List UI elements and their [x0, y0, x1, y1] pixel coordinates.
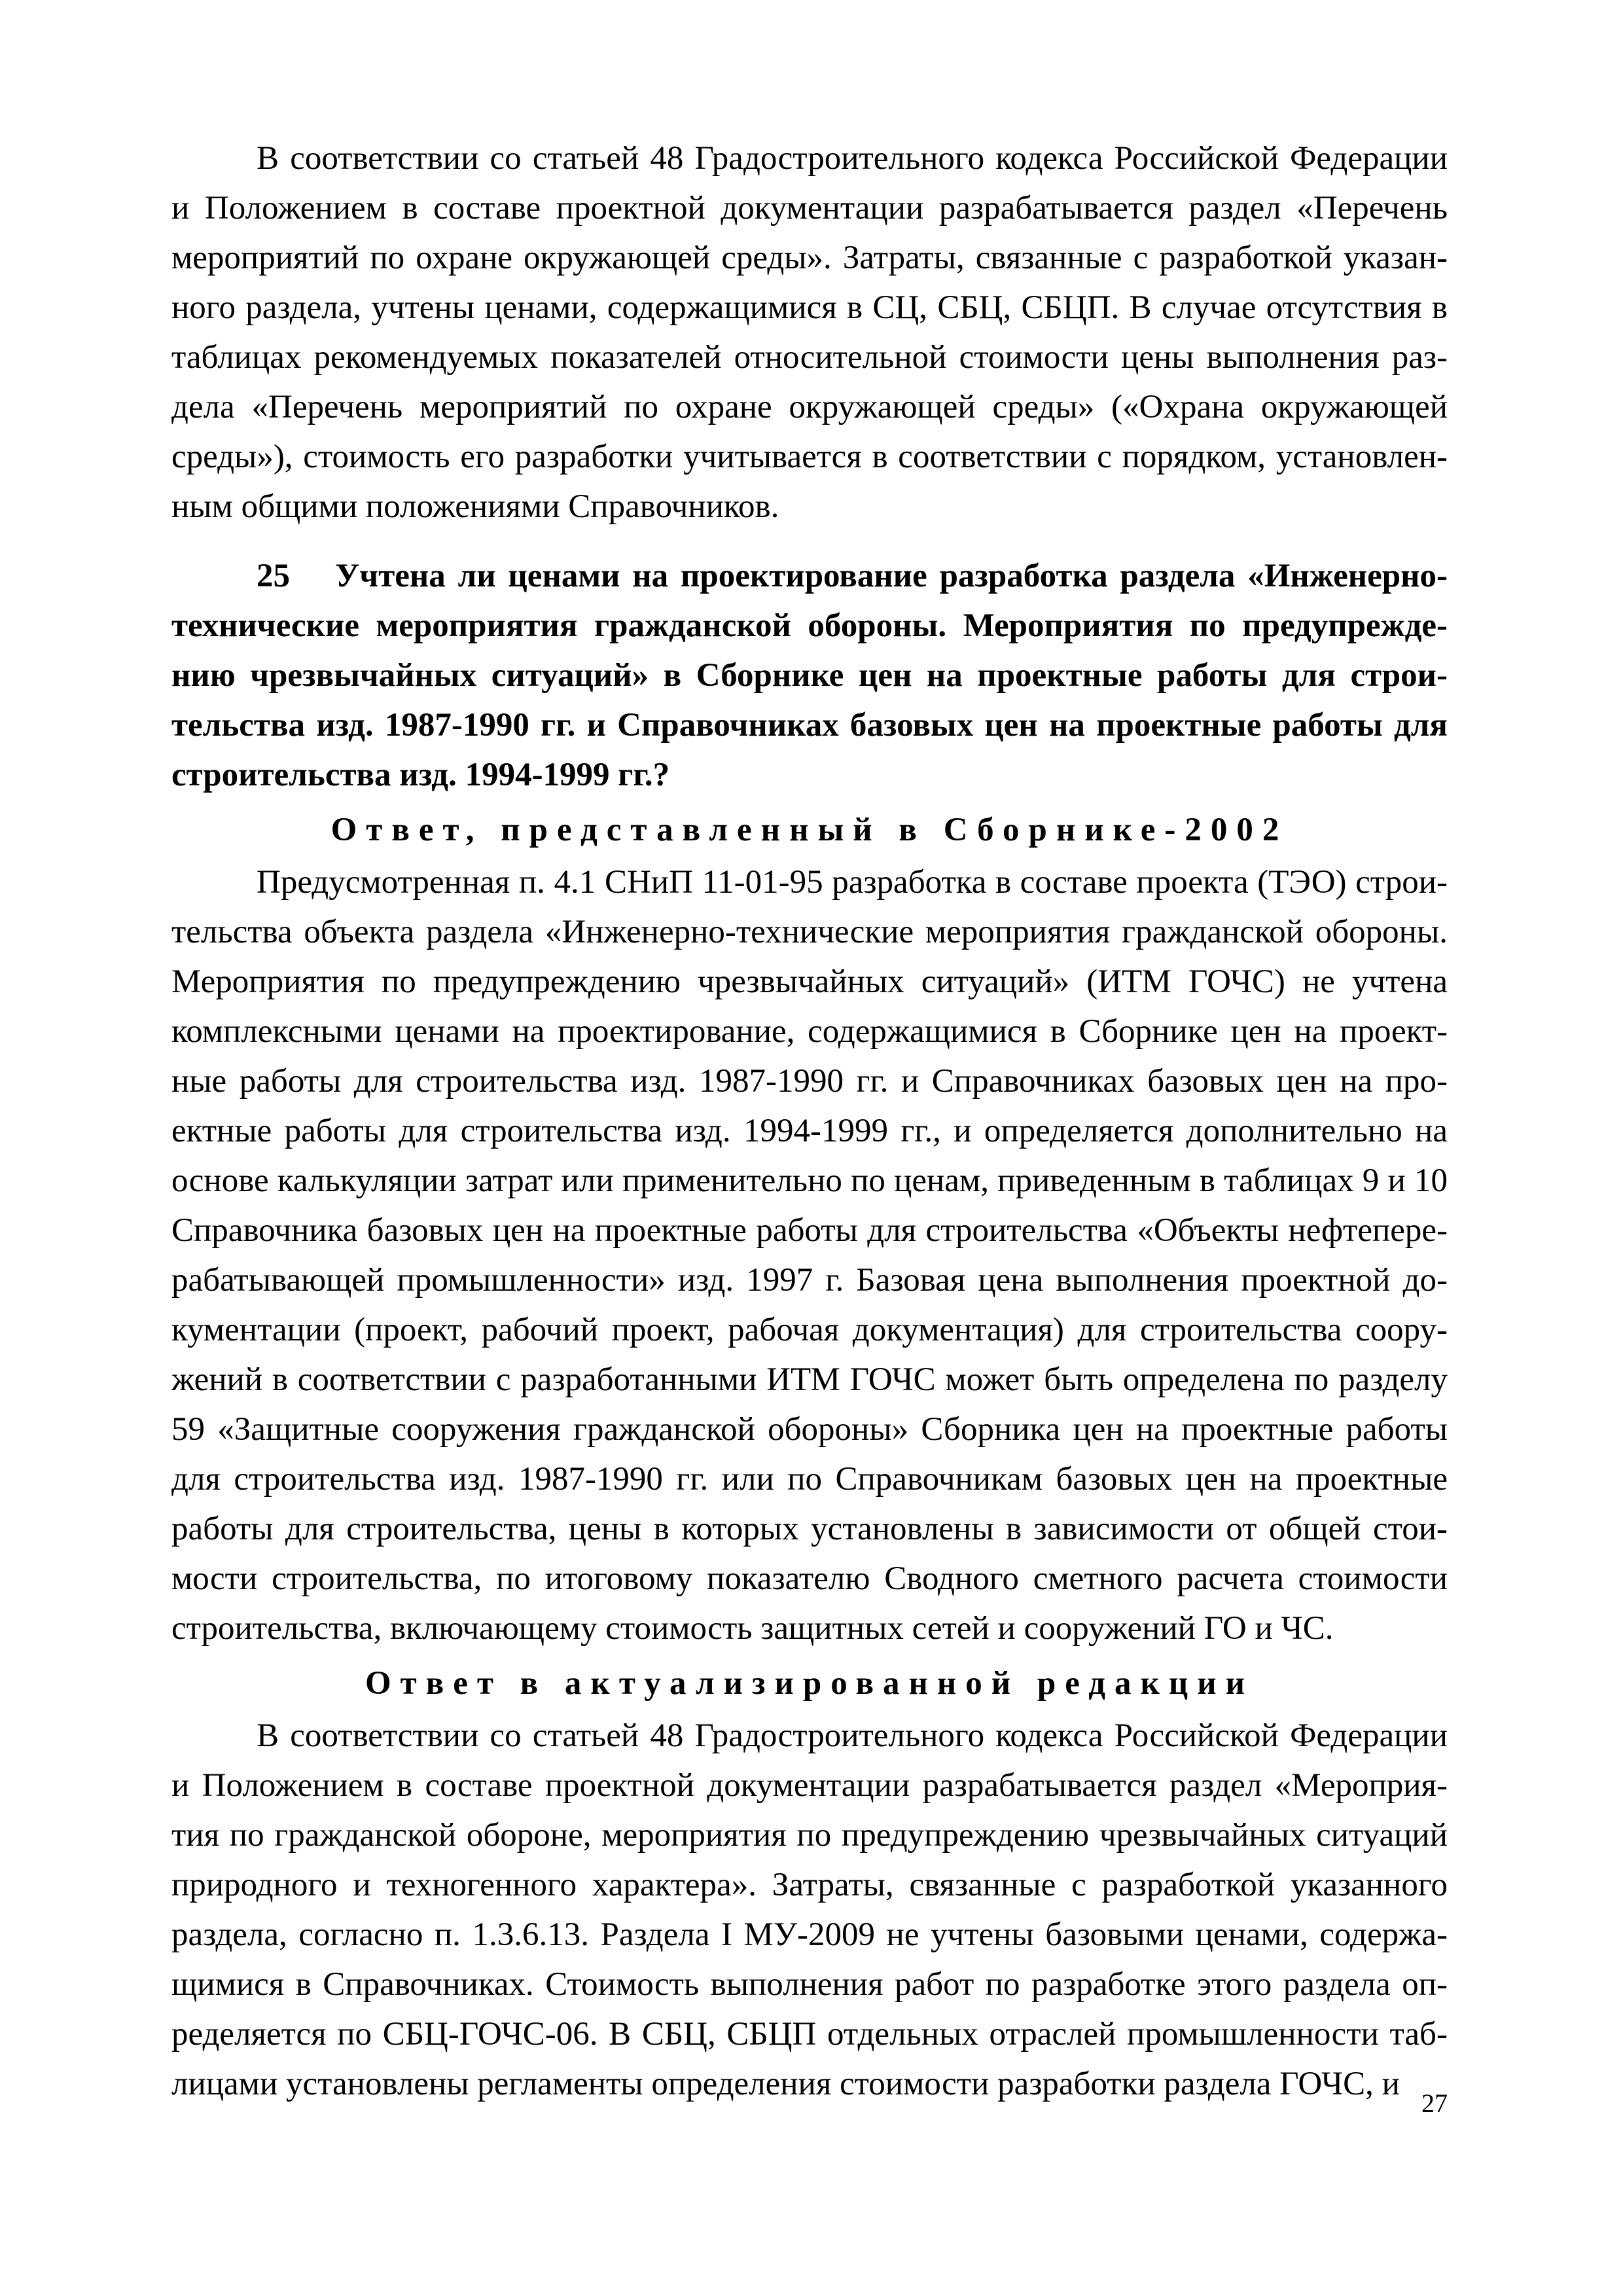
answer-updated-heading: Ответ в актуализированной редакции	[365, 1665, 1255, 1702]
question-number: 25	[257, 558, 290, 594]
answer-updated-paragraph: В соответствии со статьей 48 Градостроительного кодекса Российской Федерации и Положением в составе проектной документации разрабатывается раздел «Мероприятия по гражданской обороне, мероприятия по предупреждению чрезвычайных ситуаций природного и техногенного характера». Затраты, связанные с разработкой указанного раздела, согласно п. 1.3.6.13. Раздела I МУ-2009 не учтены базовыми ценами, содержащимися в Справочниках. Стоимость выполнения работ по разработке этого раздела определяется по СБЦ-ГОЧС-06. В СБЦ, СБЦП отдельных отраслей промышленности таблицами установлены регламенты определения стоимости разработки раздела ГОЧС, и	[171, 1717, 1448, 2102]
intro-paragraph: В соответствии со статьей 48 Градостроительного кодекса Российской Федерации и Положением в составе проектной документации разрабатывается раздел «Перечень мероприятий по охране окружающей среды». Затраты, связанные с разработкой указанного раздела, учтены ценами, содержащимися в СЦ, СБЦ, СБЦП. В случае отсутствия в таблицах рекомендуемых показателей относительной стоимости цены выполнения раздела «Перечень мероприятий по охране окружающей среды» («Охрана окружающей среды»), стоимость его разработки учитывается в соответствии с порядком, установленным общими положениями Справочников.	[171, 140, 1448, 525]
page-content	[171, 134, 1448, 2109]
question-text: Учтена ли ценами на проектирование разработка раздела «Инженерно-технические мероприятия гражданской обороны. Мероприятия по предупреждению чрезвычайных ситуаций» в Сборнике цен на проектные работы для строительства изд. 1987-1990 гг. и Справочниках базовых цен на проектные работы для строительства изд. 1994-1999 гг.?	[171, 558, 1448, 793]
answer-2002-paragraph: Предусмотренная п. 4.1 СНиП 11-01-95 разработка в составе проекта (ТЭО) строительства объекта раздела «Инженерно-технические мероприятия гражданской обороны. Мероприятия по предупреждению чрезвычайных ситуаций» (ИТМ ГОЧС) не учтена комплексными ценами на проектирование, содержащимися в Сборнике цен на проектные работы для строительства изд. 1987-1990 гг. и Справочниках базовых цен на проектные работы для строительства изд. 1994-1999 гг., и определяется дополнительно на основе калькуляции затрат или применительно по ценам, приведенным в таблицах 9 и 10 Справочника базовых цен на проектные работы для строительства «Объекты нефтеперерабатывающей промышленности» изд. 1997 г. Базовая цена выполнения проектной документации (проект, рабочий проект, рабочая документация) для строительства сооружений в соответствии с разработанными ИТМ ГОЧС может быть определена по разделу 59 «Защитные сооружения гражданской обороны» Сборника цен на проектные работы для строительства изд. 1987-1990 гг. или по Справочникам базовых цен на проектные работы для строительства, цены в которых установлены в зависимости от общей стоимости строительства, по итоговому показателю Сводного сметного расчета стоимости строительства, включающему стоимость защитных сетей и сооружений ГО и ЧС.	[171, 864, 1448, 1647]
page-number: 27	[1421, 2089, 1448, 2118]
question-paragraph	[171, 551, 1448, 800]
answer-2002-heading: Ответ, представленный в Сборнике-2002	[330, 812, 1289, 848]
